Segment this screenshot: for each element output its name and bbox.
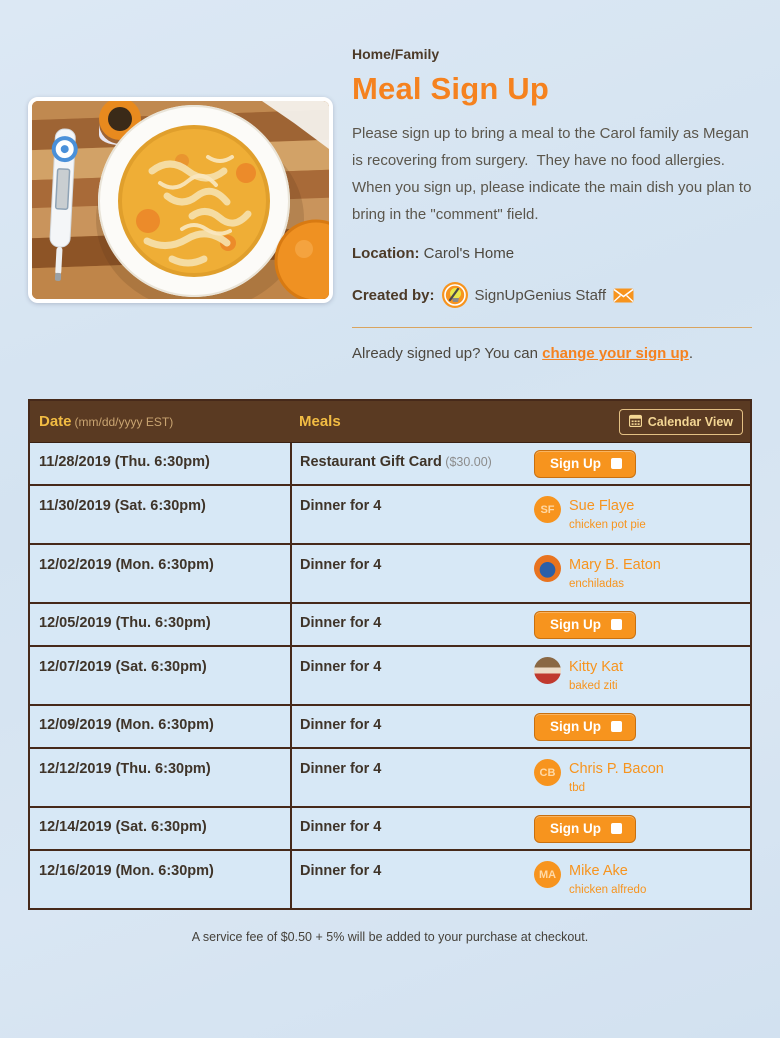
participant-avatar: CB	[534, 759, 561, 786]
meal-name: Dinner for 4	[300, 819, 382, 835]
slot-cell	[534, 454, 744, 478]
table-row	[30, 704, 750, 747]
created-by-label: Created by:	[352, 286, 435, 304]
meal-cell	[292, 749, 750, 806]
meals-header-label: Meals	[299, 413, 341, 430]
table-row	[30, 806, 750, 849]
table-header-row	[30, 401, 750, 443]
sign-up-label: Sign Up	[550, 456, 601, 471]
participant-name-link[interactable]: Mike Ake	[569, 863, 628, 879]
slot-cell	[534, 498, 744, 537]
location-line	[352, 245, 752, 262]
calendar-view-label: Calendar View	[647, 414, 733, 429]
meal-cell	[292, 443, 750, 484]
table-row	[30, 602, 750, 645]
slot-cell	[534, 761, 744, 800]
slot-cell	[534, 557, 744, 596]
already-text-prefix: Already signed up? You can	[352, 345, 543, 362]
date-cell: 12/02/2019 (Mon. 6:30pm)	[30, 545, 292, 602]
meal-name: Dinner for 4	[300, 498, 382, 514]
breadcrumb[interactable]: Home/Family	[352, 46, 440, 62]
date-cell: 12/16/2019 (Mon. 6:30pm)	[30, 851, 292, 908]
table-row	[30, 849, 750, 908]
participant-avatar: SF	[534, 496, 561, 523]
meal-photo	[28, 97, 333, 303]
table-row	[30, 747, 750, 806]
meal-name: Dinner for 4	[300, 717, 382, 733]
created-by-line	[352, 282, 752, 308]
checkbox-square-icon	[611, 721, 622, 732]
meal-cell	[292, 486, 750, 543]
date-format-hint: (mm/dd/yyyy EST)	[74, 414, 174, 429]
checkbox-square-icon	[611, 619, 622, 630]
participant-name-link[interactable]: Kitty Kat	[569, 659, 623, 675]
table-row	[30, 484, 750, 543]
sign-up-label: Sign Up	[550, 821, 601, 836]
signupgenius-lightbulb-icon	[442, 282, 468, 308]
already-text-suffix: .	[688, 345, 694, 362]
participant-avatar	[534, 555, 561, 582]
date-cell: 12/09/2019 (Mon. 6:30pm)	[30, 706, 292, 747]
meal-name: Dinner for 4	[300, 761, 382, 777]
meal-name: Dinner for 4	[300, 615, 382, 631]
meal-name: Dinner for 4	[300, 659, 382, 675]
slot-cell	[534, 863, 744, 902]
already-signed-up-line	[352, 345, 752, 362]
meals-column-header	[292, 409, 750, 435]
created-by-value: SignUpGenius Staff	[474, 286, 607, 304]
participant-comment: chicken pot pie	[569, 519, 646, 531]
page-title: Meal Sign Up	[352, 71, 550, 106]
slot-cell	[534, 615, 744, 639]
participant-comment: tbd	[569, 782, 585, 794]
meal-price: ($30.00)	[441, 455, 492, 469]
participant-avatar: MA	[534, 861, 561, 888]
signup-table	[28, 399, 752, 910]
sign-up-label: Sign Up	[550, 617, 601, 632]
sign-up-button[interactable]	[534, 611, 636, 639]
date-cell: 12/05/2019 (Thu. 6:30pm)	[30, 604, 292, 645]
sign-up-button[interactable]	[534, 713, 636, 741]
sign-up-button[interactable]	[534, 450, 636, 478]
location-label: Location:	[352, 245, 420, 262]
date-cell: 12/12/2019 (Thu. 6:30pm)	[30, 749, 292, 806]
participant-avatar	[534, 657, 561, 684]
date-cell: 11/30/2019 (Sat. 6:30pm)	[30, 486, 292, 543]
date-header-label: Date	[39, 412, 72, 430]
meal-name: Dinner for 4	[300, 557, 382, 573]
date-cell: 12/14/2019 (Sat. 6:30pm)	[30, 808, 292, 849]
sign-up-button[interactable]	[534, 815, 636, 843]
checkbox-square-icon	[611, 458, 622, 469]
date-cell: 12/07/2019 (Sat. 6:30pm)	[30, 647, 292, 704]
table-row	[30, 443, 750, 484]
calendar-view-button[interactable]	[619, 409, 743, 435]
soup-photo-illustration	[32, 101, 329, 299]
slot-cell	[534, 717, 744, 741]
table-row	[30, 543, 750, 602]
email-envelope-icon[interactable]	[613, 288, 634, 303]
sign-up-label: Sign Up	[550, 719, 601, 734]
section-divider	[352, 327, 752, 328]
participant-comment: baked ziti	[569, 680, 618, 692]
meal-cell	[292, 706, 750, 747]
participant-name-link[interactable]: Mary B. Eaton	[569, 557, 661, 573]
date-cell: 11/28/2019 (Thu. 6:30pm)	[30, 443, 292, 484]
participant-comment: chicken alfredo	[569, 884, 647, 896]
participant-name-link[interactable]: Sue Flaye	[569, 498, 635, 514]
service-fee-note: A service fee of $0.50 + 5% will be added to your purchase at checkout.	[191, 930, 589, 944]
slot-cell	[534, 659, 744, 698]
meal-cell	[292, 604, 750, 645]
date-column-header	[30, 413, 292, 431]
participant-comment: enchiladas	[569, 578, 624, 590]
change-signup-link[interactable]: change your sign up	[542, 345, 689, 362]
location-value: Carol's Home	[423, 245, 515, 262]
participant-name-link[interactable]: Chris P. Bacon	[569, 761, 664, 777]
meal-name: Restaurant Gift Card ($30.00)	[300, 454, 492, 470]
calendar-icon	[629, 414, 642, 430]
slot-cell	[534, 819, 744, 843]
meal-cell	[292, 808, 750, 849]
meal-cell	[292, 647, 750, 704]
description: Please sign up to bring a meal to the Carol family as Megan is recovering from surgery. They have no food allergies. When you sign up, please indicate the main dish you plan to bring in the "comment" field.	[352, 125, 756, 223]
signup-table-body	[30, 443, 750, 908]
meal-cell	[292, 851, 750, 908]
table-row	[30, 645, 750, 704]
meal-name: Dinner for 4	[300, 863, 382, 879]
checkbox-square-icon	[611, 823, 622, 834]
meal-cell	[292, 545, 750, 602]
